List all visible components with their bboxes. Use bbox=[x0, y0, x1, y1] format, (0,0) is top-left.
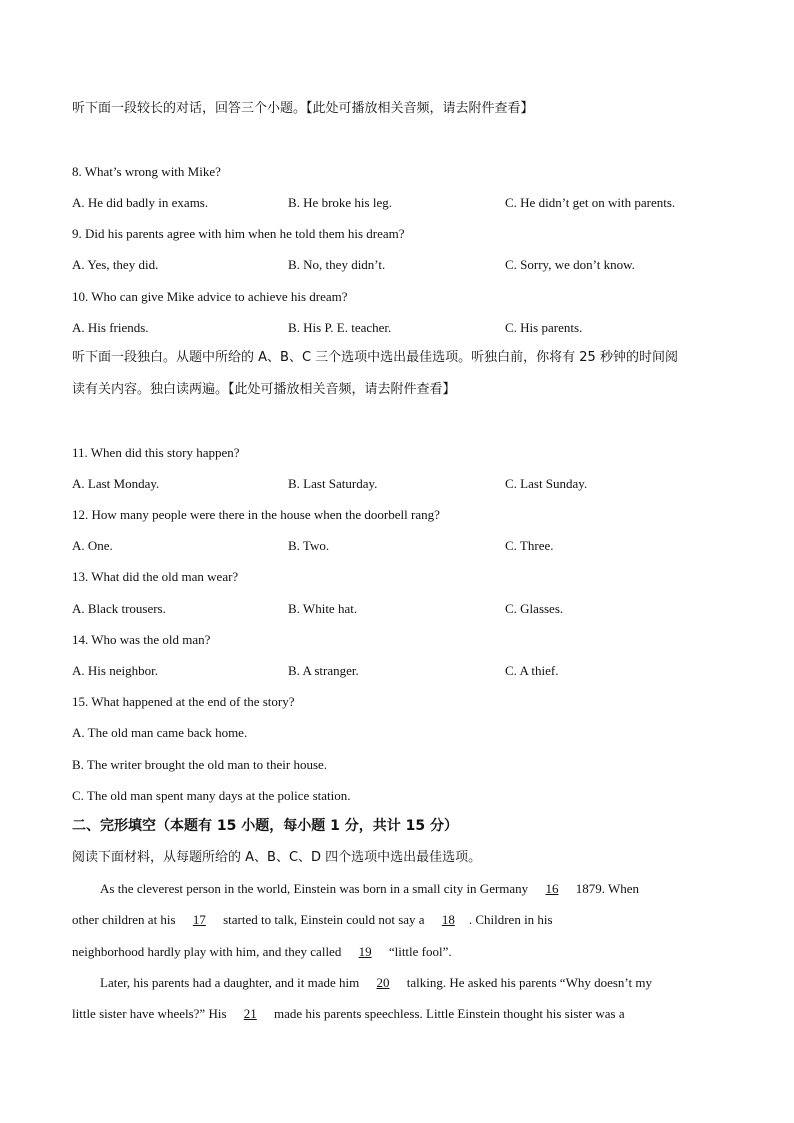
question-10: 10. Who can give Mike advice to achieve his dream? bbox=[72, 289, 348, 304]
q8-option-b: B. He broke his leg. bbox=[288, 195, 392, 210]
q10-option-b: B. His P. E. teacher. bbox=[288, 320, 392, 335]
q14-option-a: A. His neighbor. bbox=[72, 663, 158, 678]
q13-option-a: A. Black trousers. bbox=[72, 601, 166, 616]
question-8: 8. What’s wrong with Mike? bbox=[72, 164, 221, 179]
q12-option-c: C. Three. bbox=[505, 538, 554, 553]
q9-option-c: C. Sorry, we don’t know. bbox=[505, 257, 635, 272]
blank-20: 20 bbox=[376, 975, 390, 990]
blank-18: 18 bbox=[441, 912, 455, 927]
blank-16: 16 bbox=[545, 881, 559, 896]
q11-option-c: C. Last Sunday. bbox=[505, 476, 588, 491]
q13-option-c: C. Glasses. bbox=[505, 601, 564, 616]
q14-option-c: C. A thief. bbox=[505, 663, 559, 678]
blank-17: 17 bbox=[192, 912, 206, 927]
q10-option-c: C. His parents. bbox=[505, 320, 583, 335]
q15-option-c: C. The old man spent many days at the police station. bbox=[72, 788, 351, 803]
q15-option-a: A. The old man came back home. bbox=[72, 725, 248, 740]
section-title-cloze: 二、完形填空（本题有 15 小题，每小题 1 分，共计 15 分） bbox=[72, 818, 458, 834]
cloze-instruction: 阅读下面材料，从每题所给的 A、B、C、D 四个选项中选出最佳选项。 bbox=[72, 850, 482, 865]
q11-option-a: A. Last Monday. bbox=[72, 476, 160, 491]
question-15: 15. What happened at the end of the story? bbox=[72, 694, 295, 709]
listening-intro-dialogue: 听下面一段较长的对话，回答三个小题。【此处可播放相关音频，请去附件查看】 bbox=[72, 101, 534, 116]
cloze-paragraph-2-line-1: Later, his parents had a daughter, and it made him 20 talking. He asked his parents “Why doesn’t my bbox=[100, 975, 652, 990]
q12-option-a: A. One. bbox=[72, 538, 113, 553]
q9-option-b: B. No, they didn’t. bbox=[288, 257, 386, 272]
listening-intro-monologue-1: 听下面一段独白。从题中所给的 A、B、C 三个选项中选出最佳选项。听独白前，你将有 25 秒钟的时间阅 bbox=[72, 350, 678, 365]
q8-option-a: A. He did badly in exams. bbox=[72, 195, 209, 210]
question-11: 11. When did this story happen? bbox=[72, 445, 240, 460]
q9-option-a: A. Yes, they did. bbox=[72, 257, 159, 272]
q10-option-a: A. His friends. bbox=[72, 320, 149, 335]
cloze-paragraph-1-line-2: other children at his 17 started to talk, Einstein could not say a 18 . Children in his bbox=[72, 912, 553, 927]
cloze-paragraph-2-line-2: little sister have wheels?” His 21 made his parents speechless. Little Einstein thought his sister was a bbox=[72, 1006, 625, 1021]
question-9: 9. Did his parents agree with him when he told them his dream? bbox=[72, 226, 405, 241]
blank-21: 21 bbox=[243, 1006, 257, 1021]
q15-option-b: B. The writer brought the old man to their house. bbox=[72, 757, 328, 772]
q14-option-b: B. A stranger. bbox=[288, 663, 359, 678]
q13-option-b: B. White hat. bbox=[288, 601, 358, 616]
question-12: 12. How many people were there in the house when the doorbell rang? bbox=[72, 507, 440, 522]
question-14: 14. Who was the old man? bbox=[72, 632, 211, 647]
q12-option-b: B. Two. bbox=[288, 538, 330, 553]
cloze-paragraph-1-line-1: As the cleverest person in the world, Einstein was born in a small city in Germany 16 1879. When bbox=[100, 881, 639, 896]
blank-19: 19 bbox=[358, 944, 372, 959]
cloze-paragraph-1-line-3: neighborhood hardly play with him, and they called 19 “little fool”. bbox=[72, 944, 452, 959]
question-13: 13. What did the old man wear? bbox=[72, 569, 239, 584]
listening-intro-monologue-2: 读有关内容。独白读两遍。【此处可播放相关音频，请去附件查看】 bbox=[72, 382, 456, 397]
q8-option-c: C. He didn’t get on with parents. bbox=[505, 195, 676, 210]
q11-option-b: B. Last Saturday. bbox=[288, 476, 378, 491]
